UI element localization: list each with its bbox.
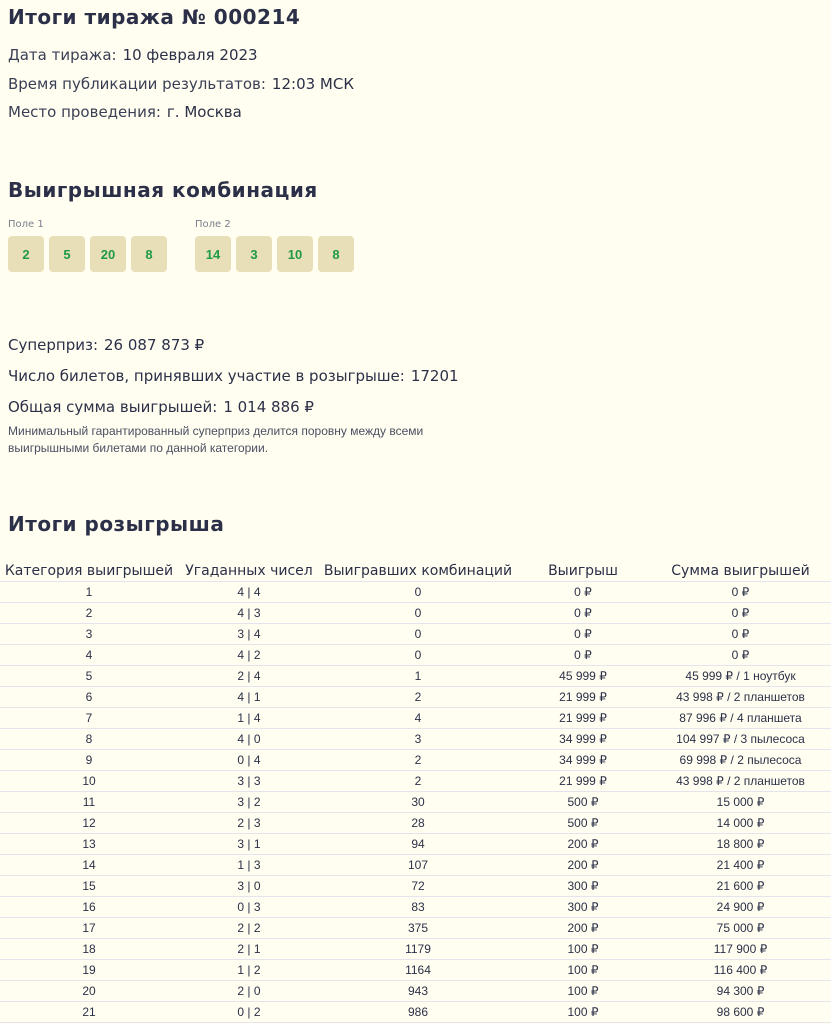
- table-row: [0, 687, 831, 708]
- tickets-count: [8, 367, 459, 385]
- cell-prize: 100 ₽: [516, 939, 650, 960]
- table-header-row: [0, 560, 831, 582]
- location-label: Место проведения:: [8, 103, 161, 121]
- total-value: 1 014 886 ₽: [223, 398, 314, 416]
- column-header-winning-combinations: Выигравших комбинаций: [320, 560, 516, 582]
- cell-category: 18: [0, 939, 178, 960]
- page-title: Итоги тиража № 000214: [8, 5, 301, 29]
- cell-prize: 21 999 ₽: [516, 687, 650, 708]
- superprize-value: 26 087 873 ₽: [104, 336, 205, 354]
- table-row: [0, 771, 831, 792]
- cell-winning-combinations: 375: [320, 918, 516, 939]
- cell-winning-combinations: 943: [320, 981, 516, 1002]
- cell-category: 12: [0, 813, 178, 834]
- cell-guessed: 2 | 4: [178, 666, 320, 687]
- publish-time-value: 12:03 МСК: [271, 75, 354, 93]
- cell-guessed: 2 | 1: [178, 939, 320, 960]
- cell-guessed: 2 | 2: [178, 918, 320, 939]
- cell-category: 13: [0, 834, 178, 855]
- publish-time: [8, 75, 354, 93]
- cell-category: 11: [0, 792, 178, 813]
- ball: 3: [236, 236, 272, 272]
- superprize-label: Суперприз:: [8, 336, 99, 354]
- field2-label: Поле 2: [195, 219, 231, 230]
- cell-total: 45 999 ₽ / 1 ноутбук: [650, 666, 831, 687]
- cell-guessed: 0 | 2: [178, 1002, 320, 1023]
- cell-total: 43 998 ₽ / 2 планшетов: [650, 771, 831, 792]
- cell-winning-combinations: 83: [320, 897, 516, 918]
- cell-winning-combinations: 3: [320, 729, 516, 750]
- cell-guessed: 1 | 4: [178, 708, 320, 729]
- cell-guessed: 3 | 0: [178, 876, 320, 897]
- ball: 14: [195, 236, 231, 272]
- cell-category: 3: [0, 624, 178, 645]
- location: [8, 103, 242, 121]
- cell-total: 0 ₽: [650, 645, 831, 666]
- cell-winning-combinations: 0: [320, 624, 516, 645]
- table-row: [0, 876, 831, 897]
- cell-prize: 0 ₽: [516, 582, 650, 603]
- cell-winning-combinations: 1: [320, 666, 516, 687]
- cell-prize: 500 ₽: [516, 792, 650, 813]
- tickets-value: 17201: [410, 367, 459, 385]
- cell-total: 14 000 ₽: [650, 813, 831, 834]
- table-row: [0, 981, 831, 1002]
- cell-winning-combinations: 0: [320, 603, 516, 624]
- cell-total: 0 ₽: [650, 582, 831, 603]
- cell-prize: 100 ₽: [516, 981, 650, 1002]
- cell-category: 19: [0, 960, 178, 981]
- draw-date-value: 10 февраля 2023: [122, 46, 258, 64]
- cell-guessed: 3 | 2: [178, 792, 320, 813]
- cell-prize: 300 ₽: [516, 876, 650, 897]
- table-row: [0, 960, 831, 981]
- cell-winning-combinations: 2: [320, 750, 516, 771]
- cell-total: 117 900 ₽: [650, 939, 831, 960]
- cell-guessed: 2 | 3: [178, 813, 320, 834]
- cell-guessed: 4 | 4: [178, 582, 320, 603]
- cell-winning-combinations: 28: [320, 813, 516, 834]
- cell-guessed: 4 | 3: [178, 603, 320, 624]
- table-row: [0, 708, 831, 729]
- cell-guessed: 2 | 0: [178, 981, 320, 1002]
- cell-prize: 45 999 ₽: [516, 666, 650, 687]
- cell-total: 43 998 ₽ / 2 планшетов: [650, 687, 831, 708]
- cell-guessed: 3 | 4: [178, 624, 320, 645]
- cell-category: 15: [0, 876, 178, 897]
- total-winnings: [8, 398, 314, 416]
- tickets-label: Число билетов, принявших участие в розыгрыше:: [8, 367, 405, 385]
- cell-category: 20: [0, 981, 178, 1002]
- table-row: [0, 645, 831, 666]
- cell-winning-combinations: 0: [320, 645, 516, 666]
- table-row: [0, 855, 831, 876]
- draw-date-label: Дата тиража:: [8, 46, 117, 64]
- cell-total: 21 600 ₽: [650, 876, 831, 897]
- ball: 5: [49, 236, 85, 272]
- cell-winning-combinations: 1164: [320, 960, 516, 981]
- cell-category: 14: [0, 855, 178, 876]
- cell-guessed: 3 | 3: [178, 771, 320, 792]
- cell-winning-combinations: 30: [320, 792, 516, 813]
- cell-total: 98 600 ₽: [650, 1002, 831, 1023]
- results-title: Итоги розыгрыша: [8, 512, 225, 536]
- cell-total: 116 400 ₽: [650, 960, 831, 981]
- cell-prize: 200 ₽: [516, 834, 650, 855]
- cell-prize: 0 ₽: [516, 624, 650, 645]
- cell-category: 4: [0, 645, 178, 666]
- cell-total: 94 300 ₽: [650, 981, 831, 1002]
- cell-total: 0 ₽: [650, 624, 831, 645]
- table-row: [0, 729, 831, 750]
- cell-winning-combinations: 72: [320, 876, 516, 897]
- cell-winning-combinations: 986: [320, 1002, 516, 1023]
- cell-prize: 34 999 ₽: [516, 750, 650, 771]
- column-header-prize: Выигрыш: [516, 560, 650, 582]
- cell-prize: 200 ₽: [516, 855, 650, 876]
- draw-date: [8, 46, 258, 64]
- cell-category: 8: [0, 729, 178, 750]
- ball: 8: [131, 236, 167, 272]
- total-label: Общая сумма выигрышей:: [8, 398, 218, 416]
- results-table: [0, 560, 831, 1023]
- cell-total: 75 000 ₽: [650, 918, 831, 939]
- cell-prize: 0 ₽: [516, 603, 650, 624]
- cell-winning-combinations: 2: [320, 771, 516, 792]
- cell-category: 2: [0, 603, 178, 624]
- table-row: [0, 813, 831, 834]
- table-row: [0, 1002, 831, 1023]
- cell-category: 17: [0, 918, 178, 939]
- cell-winning-combinations: 94: [320, 834, 516, 855]
- cell-total: 18 800 ₽: [650, 834, 831, 855]
- cell-guessed: 1 | 2: [178, 960, 320, 981]
- cell-total: 24 900 ₽: [650, 897, 831, 918]
- winning-combination-title: Выигрышная комбинация: [8, 178, 318, 202]
- cell-category: 6: [0, 687, 178, 708]
- cell-category: 21: [0, 1002, 178, 1023]
- cell-prize: 500 ₽: [516, 813, 650, 834]
- publish-time-label: Время публикации результатов:: [8, 75, 266, 93]
- cell-prize: 21 999 ₽: [516, 771, 650, 792]
- column-header-category: Категория выигрышей: [0, 560, 178, 582]
- table-row: [0, 750, 831, 771]
- cell-category: 16: [0, 897, 178, 918]
- field1-label: Поле 1: [8, 219, 44, 230]
- cell-guessed: 0 | 4: [178, 750, 320, 771]
- table-row: [0, 792, 831, 813]
- column-header-guessed: Угаданных чисел: [178, 560, 320, 582]
- ball: 20: [90, 236, 126, 272]
- field1-balls: [8, 236, 167, 272]
- table-row: [0, 918, 831, 939]
- table-row: [0, 897, 831, 918]
- cell-total: 15 000 ₽: [650, 792, 831, 813]
- results-table-body: [0, 582, 831, 1023]
- cell-total: 21 400 ₽: [650, 855, 831, 876]
- cell-category: 7: [0, 708, 178, 729]
- cell-winning-combinations: 2: [320, 687, 516, 708]
- table-row: [0, 582, 831, 603]
- cell-guessed: 4 | 2: [178, 645, 320, 666]
- field2-balls: [195, 236, 354, 272]
- cell-prize: 34 999 ₽: [516, 729, 650, 750]
- cell-guessed: 1 | 3: [178, 855, 320, 876]
- cell-guessed: 0 | 3: [178, 897, 320, 918]
- cell-guessed: 3 | 1: [178, 834, 320, 855]
- ball: 10: [277, 236, 313, 272]
- cell-category: 1: [0, 582, 178, 603]
- table-row: [0, 834, 831, 855]
- cell-winning-combinations: 1179: [320, 939, 516, 960]
- location-value: г. Москва: [166, 103, 242, 121]
- cell-total: 0 ₽: [650, 603, 831, 624]
- cell-total: 104 997 ₽ / 3 пылесоса: [650, 729, 831, 750]
- cell-prize: 200 ₽: [516, 918, 650, 939]
- cell-category: 5: [0, 666, 178, 687]
- cell-category: 10: [0, 771, 178, 792]
- ball: 8: [318, 236, 354, 272]
- cell-prize: 100 ₽: [516, 960, 650, 981]
- table-row: [0, 624, 831, 645]
- cell-prize: 100 ₽: [516, 1002, 650, 1023]
- cell-category: 9: [0, 750, 178, 771]
- cell-prize: 21 999 ₽: [516, 708, 650, 729]
- superprize-note: Минимальный гарантированный суперприз делится поровну между всеми выигрышными билетами по данной категории.: [8, 424, 424, 455]
- cell-prize: 0 ₽: [516, 645, 650, 666]
- table-row: [0, 666, 831, 687]
- cell-total: 87 996 ₽ / 4 планшета: [650, 708, 831, 729]
- cell-winning-combinations: 107: [320, 855, 516, 876]
- ball: 2: [8, 236, 44, 272]
- cell-total: 69 998 ₽ / 2 пылесоса: [650, 750, 831, 771]
- cell-winning-combinations: 4: [320, 708, 516, 729]
- cell-prize: 300 ₽: [516, 897, 650, 918]
- cell-winning-combinations: 0: [320, 582, 516, 603]
- superprize: [8, 336, 204, 354]
- table-row: [0, 939, 831, 960]
- column-header-total: Сумма выигрышей: [650, 560, 831, 582]
- table-row: [0, 603, 831, 624]
- cell-guessed: 4 | 1: [178, 687, 320, 708]
- cell-guessed: 4 | 0: [178, 729, 320, 750]
